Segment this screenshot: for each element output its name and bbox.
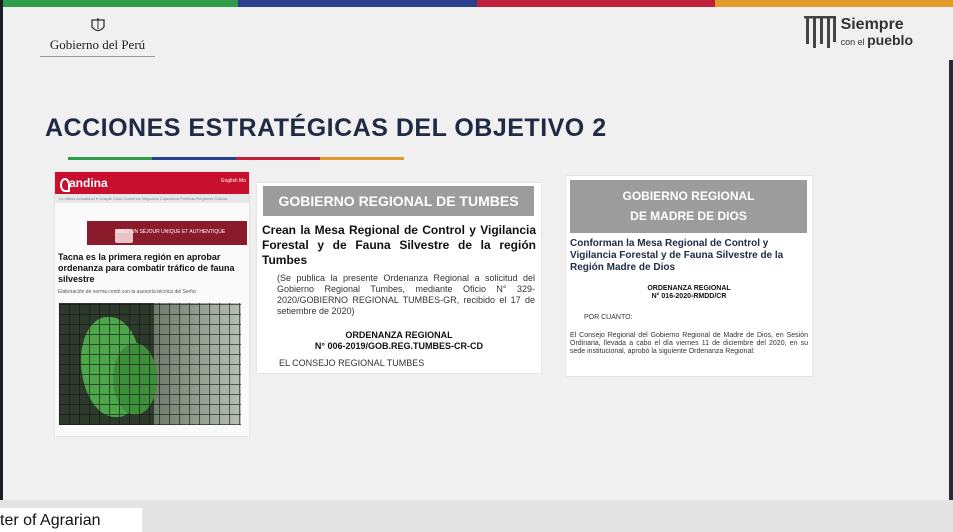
tumbes-header: GOBIERNO REGIONAL DE TUMBES	[263, 186, 534, 216]
stripes-icon	[803, 14, 837, 50]
madre-header	[570, 180, 807, 233]
banner-text: VIVEZ UN SÉJOUR UNIQUE ET AUTHENTIQUE	[115, 229, 226, 235]
caged-parrot-photo	[59, 303, 241, 425]
tumbes-body: (Se publica la presente Ordenanza Regional a solicitud del Gobierno Regional Tumbes, mediante Oficio N° 329-2020/GOBIERNO REGIONAL TUMBES-GR, recibido el 17 de setiembre de 2020)	[277, 273, 535, 316]
title-color-rule	[68, 157, 404, 160]
andina-logo: andina	[69, 176, 108, 190]
participant-name-caption: ter of Agrarian	[0, 508, 142, 532]
cage-mesh	[59, 303, 241, 425]
andina-headline: Tacna es la primera región en aprobar ordenanza para combatir tráfico de fauna silvestre	[58, 252, 235, 284]
tumbes-ord-line1: ORDENANZA REGIONAL	[345, 330, 453, 340]
slide-title: ACCIONES ESTRATÉGICAS DEL OBJETIVO 2	[45, 114, 607, 142]
siempre-word: Siempre	[840, 16, 904, 33]
andina-language-tag: English Mo	[221, 178, 246, 184]
con-el-pueblo	[841, 33, 913, 47]
tumbes-council: EL CONSEJO REGIONAL TUMBES	[279, 358, 425, 368]
madre-headline: Conforman la Mesa Regional de Control y Vigilancia Forestal y de Fauna Silvestre de la Región Madre de Dios	[570, 238, 784, 273]
left-window-edge	[0, 0, 3, 532]
rule-red	[236, 157, 320, 160]
andina-header	[55, 172, 249, 194]
rule-blue	[152, 157, 236, 160]
rule-green	[68, 157, 152, 160]
tumbes-ordinance-clipping	[257, 183, 541, 373]
topbar-orange	[715, 0, 953, 7]
bottom-strip	[0, 500, 953, 532]
right-window-edge	[949, 60, 953, 532]
tumbes-ord-line2: N° 006-2019/GOB.REG.TUMBES-CR-CD	[314, 341, 484, 351]
topbar-green	[0, 0, 238, 7]
madre-ordinance-number	[566, 285, 812, 301]
topbar-blue	[238, 0, 476, 7]
topbar-red	[477, 0, 715, 7]
pueblo-word: pueblo	[867, 32, 913, 48]
andina-ad-banner	[87, 221, 247, 245]
madre-ord-line1: ORDENANZA REGIONAL	[647, 285, 731, 292]
madre-header-line2: DE MADRE DE DIOS	[630, 209, 747, 223]
peru-crest-icon	[89, 18, 107, 34]
gobierno-peru-name: Gobierno del Perú	[49, 37, 146, 52]
andina-news-clipping	[55, 172, 249, 436]
siempre-con-el-pueblo-logo	[803, 14, 913, 50]
rule-orange	[320, 157, 404, 160]
madre-body: El Consejo Regional del Gobierno Regional de Madre de Dios, en Sesión Ordinaria, llevada a cabo el día viernes 11 de diciembre del 2020, en su sede institucional, aprobó la siguiente Ordenanza Regional:	[570, 332, 808, 355]
tumbes-ordinance-number	[257, 330, 541, 352]
tumbes-headline: Crean la Mesa Regional de Control y Vigilancia Forestal y de Fauna Silvestre de la región Tumbes	[262, 223, 536, 267]
siempre-text	[841, 17, 913, 47]
logo-underline	[40, 56, 155, 57]
madre-de-dios-ordinance-clipping	[566, 176, 812, 376]
andina-subheadline: Elaboración de norma contó con la asesoría técnica del Serfor	[58, 289, 197, 295]
madre-por-cuanto: POR CUANTO:	[584, 314, 633, 321]
con-el-word: con el	[840, 37, 865, 47]
top-color-bar	[0, 0, 953, 7]
madre-ord-line2: N° 016-2020-RMDD/CR	[651, 293, 727, 300]
gobierno-peru-logo	[40, 18, 155, 56]
madre-header-line1: GOBIERNO REGIONAL	[622, 189, 755, 203]
andina-nav-bar: Lo último Actualidad ▾ Ucayali Casa Comercio Negocios Cajamarca Políticas Regiones Cultura	[55, 194, 249, 203]
